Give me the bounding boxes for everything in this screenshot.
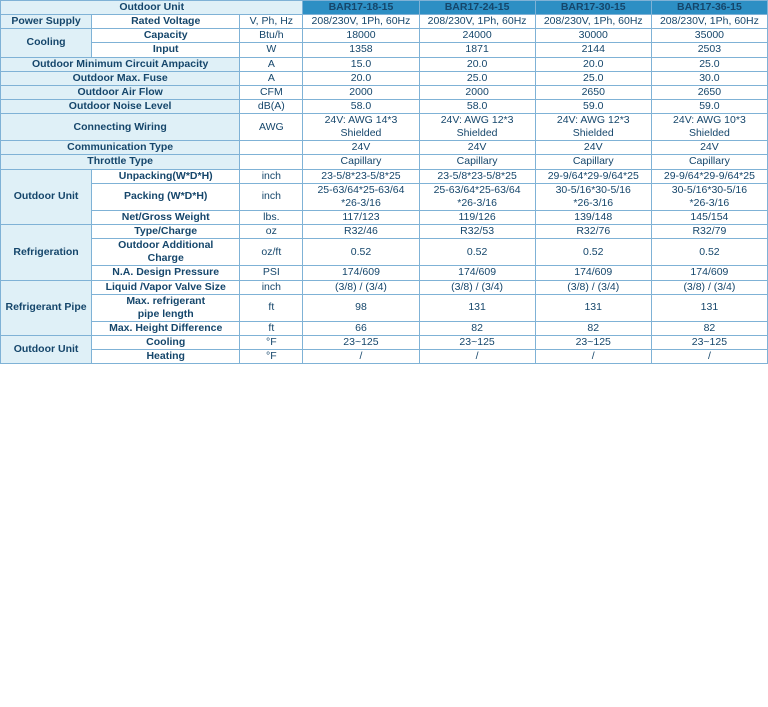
table-row <box>1 114 768 141</box>
row-value-4: 0.52 <box>651 239 767 266</box>
table-row <box>1 85 768 99</box>
row-value-4: 23~125 <box>651 336 767 350</box>
row-value-1: 23-5/8*23-5/8*25 <box>303 169 419 183</box>
row-value-3: 25.0 <box>535 71 651 85</box>
table-row <box>1 169 768 183</box>
table-row <box>1 280 768 294</box>
row-value-3: 23~125 <box>535 336 651 350</box>
row-value-1: 2000 <box>303 85 419 99</box>
row-value-1: 117/123 <box>303 210 419 224</box>
row-value-3: 24V: AWG 12*3 Shielded <box>535 114 651 141</box>
row-unit: lbs. <box>240 210 303 224</box>
row-value-1: 208/230V, 1Ph, 60Hz <box>303 15 419 29</box>
row-value-3: 82 <box>535 321 651 335</box>
row-sub-label: Capacity <box>92 29 240 43</box>
row-value-3: R32/76 <box>535 225 651 239</box>
row-value-2: 23-5/8*23-5/8*25 <box>419 169 535 183</box>
table-row <box>1 239 768 266</box>
model-header-3: BAR17-30-15 <box>535 1 651 15</box>
row-value-3: 59.0 <box>535 99 651 113</box>
table-row <box>1 99 768 113</box>
row-group-label: Throttle Type <box>1 155 240 169</box>
row-unit: PSI <box>240 266 303 280</box>
row-value-4: R32/79 <box>651 225 767 239</box>
row-sub-label: Liquid /Vapor Valve Size <box>92 280 240 294</box>
row-group-label: Outdoor Noise Level <box>1 99 240 113</box>
row-value-2: 2000 <box>419 85 535 99</box>
row-value-1: 0.52 <box>303 239 419 266</box>
row-unit: inch <box>240 280 303 294</box>
row-value-2: 119/126 <box>419 210 535 224</box>
row-value-1: 23~125 <box>303 336 419 350</box>
header-title: Outdoor Unit <box>1 1 303 15</box>
row-value-2: Capillary <box>419 155 535 169</box>
row-value-2: R32/53 <box>419 225 535 239</box>
row-value-1: / <box>303 350 419 364</box>
row-value-1: 1358 <box>303 43 419 57</box>
row-unit: inch <box>240 183 303 210</box>
row-value-1: 98 <box>303 294 419 321</box>
row-unit: A <box>240 71 303 85</box>
row-value-1: 18000 <box>303 29 419 43</box>
row-value-3: 30-5/16*30-5/16 *26-3/16 <box>535 183 651 210</box>
row-value-4: 131 <box>651 294 767 321</box>
row-value-4: 29-9/64*29-9/64*25 <box>651 169 767 183</box>
row-value-4: 25.0 <box>651 57 767 71</box>
table-row <box>1 321 768 335</box>
row-value-4: Capillary <box>651 155 767 169</box>
row-value-4: 174/609 <box>651 266 767 280</box>
row-value-1: 58.0 <box>303 99 419 113</box>
row-value-2: (3/8) / (3/4) <box>419 280 535 294</box>
row-unit: inch <box>240 169 303 183</box>
table-row <box>1 266 768 280</box>
row-value-3: 0.52 <box>535 239 651 266</box>
row-value-1: 25-63/64*25-63/64 *26-3/16 <box>303 183 419 210</box>
row-value-2: 208/230V, 1Ph, 60Hz <box>419 15 535 29</box>
row-value-4: 82 <box>651 321 767 335</box>
row-unit: °F <box>240 350 303 364</box>
row-value-1: 66 <box>303 321 419 335</box>
row-value-2: 131 <box>419 294 535 321</box>
row-value-4: 2503 <box>651 43 767 57</box>
table-row <box>1 336 768 350</box>
row-sub-label: N.A. Design Pressure <box>92 266 240 280</box>
table-row <box>1 141 768 155</box>
row-value-2: 82 <box>419 321 535 335</box>
row-value-3: Capillary <box>535 155 651 169</box>
row-value-1: 20.0 <box>303 71 419 85</box>
row-value-1: 24V: AWG 14*3 Shielded <box>303 114 419 141</box>
row-value-4: 2650 <box>651 85 767 99</box>
row-value-1: 15.0 <box>303 57 419 71</box>
row-unit: oz/ft <box>240 239 303 266</box>
table-row <box>1 225 768 239</box>
row-unit: CFM <box>240 85 303 99</box>
row-sub-label: Heating <box>92 350 240 364</box>
row-value-3: 208/230V, 1Ph, 60Hz <box>535 15 651 29</box>
table-row <box>1 71 768 85</box>
row-value-1: (3/8) / (3/4) <box>303 280 419 294</box>
row-group-label: Outdoor Unit <box>1 169 92 225</box>
row-sub-label: Net/Gross Weight <box>92 210 240 224</box>
row-value-4: 59.0 <box>651 99 767 113</box>
row-unit: dB(A) <box>240 99 303 113</box>
row-sub-label: Packing (W*D*H) <box>92 183 240 210</box>
row-sub-label: Type/Charge <box>92 225 240 239</box>
row-value-1: 174/609 <box>303 266 419 280</box>
row-sub-label: Input <box>92 43 240 57</box>
table-row <box>1 15 768 29</box>
table-row <box>1 29 768 43</box>
row-unit: °F <box>240 336 303 350</box>
row-sub-label: Max. Height Difference <box>92 321 240 335</box>
row-value-1: Capillary <box>303 155 419 169</box>
row-value-2: 23~125 <box>419 336 535 350</box>
row-unit: A <box>240 57 303 71</box>
row-group-label: Connecting Wiring <box>1 114 240 141</box>
row-value-4: 30.0 <box>651 71 767 85</box>
row-value-2: 25.0 <box>419 71 535 85</box>
table-row <box>1 43 768 57</box>
row-value-2: 24000 <box>419 29 535 43</box>
row-value-4: / <box>651 350 767 364</box>
row-value-2: 24V <box>419 141 535 155</box>
row-unit: W <box>240 43 303 57</box>
row-value-2: 25-63/64*25-63/64 *26-3/16 <box>419 183 535 210</box>
row-value-2: 174/609 <box>419 266 535 280</box>
row-sub-label: Cooling <box>92 336 240 350</box>
row-unit: ft <box>240 321 303 335</box>
row-value-3: (3/8) / (3/4) <box>535 280 651 294</box>
row-value-4: 30-5/16*30-5/16 *26-3/16 <box>651 183 767 210</box>
row-value-2: / <box>419 350 535 364</box>
row-group-label: Refrigeration <box>1 225 92 281</box>
table-row <box>1 183 768 210</box>
row-group-label: Power Supply <box>1 15 92 29</box>
row-value-2: 0.52 <box>419 239 535 266</box>
row-unit: Btu/h <box>240 29 303 43</box>
row-value-1: 24V <box>303 141 419 155</box>
row-sub-label: Outdoor Additional Charge <box>92 239 240 266</box>
row-value-3: 30000 <box>535 29 651 43</box>
row-value-3: / <box>535 350 651 364</box>
row-value-1: R32/46 <box>303 225 419 239</box>
row-unit: ft <box>240 294 303 321</box>
row-value-3: 139/148 <box>535 210 651 224</box>
row-value-3: 174/609 <box>535 266 651 280</box>
table-row <box>1 155 768 169</box>
row-value-4: 145/154 <box>651 210 767 224</box>
table-row <box>1 294 768 321</box>
row-unit: AWG <box>240 114 303 141</box>
table-row <box>1 350 768 364</box>
model-header-2: BAR17-24-15 <box>419 1 535 15</box>
row-value-3: 131 <box>535 294 651 321</box>
row-unit: oz <box>240 225 303 239</box>
row-value-3: 24V <box>535 141 651 155</box>
row-value-4: 35000 <box>651 29 767 43</box>
row-unit <box>240 155 303 169</box>
row-value-2: 58.0 <box>419 99 535 113</box>
model-header-4: BAR17-36-15 <box>651 1 767 15</box>
row-value-3: 2650 <box>535 85 651 99</box>
row-value-2: 1871 <box>419 43 535 57</box>
row-sub-label: Unpacking(W*D*H) <box>92 169 240 183</box>
row-value-2: 20.0 <box>419 57 535 71</box>
table-header-row <box>1 1 768 15</box>
row-unit <box>240 141 303 155</box>
row-group-label: Communication Type <box>1 141 240 155</box>
row-group-label: Outdoor Minimum Circuit Ampacity <box>1 57 240 71</box>
row-value-4: 24V <box>651 141 767 155</box>
row-group-label: Outdoor Max. Fuse <box>1 71 240 85</box>
row-group-label: Outdoor Unit <box>1 336 92 364</box>
model-header-1: BAR17-18-15 <box>303 1 419 15</box>
row-value-3: 29-9/64*29-9/64*25 <box>535 169 651 183</box>
row-group-label: Cooling <box>1 29 92 57</box>
row-value-3: 2144 <box>535 43 651 57</box>
row-sub-label: Max. refrigerant pipe length <box>92 294 240 321</box>
row-value-4: (3/8) / (3/4) <box>651 280 767 294</box>
row-value-3: 20.0 <box>535 57 651 71</box>
row-sub-label: Rated Voltage <box>92 15 240 29</box>
row-group-label: Outdoor Air Flow <box>1 85 240 99</box>
table-row <box>1 210 768 224</box>
row-unit: V, Ph, Hz <box>240 15 303 29</box>
row-value-4: 24V: AWG 10*3 Shielded <box>651 114 767 141</box>
table-row <box>1 57 768 71</box>
row-group-label: Refrigerant Pipe <box>1 280 92 336</box>
row-value-4: 208/230V, 1Ph, 60Hz <box>651 15 767 29</box>
row-value-2: 24V: AWG 12*3 Shielded <box>419 114 535 141</box>
